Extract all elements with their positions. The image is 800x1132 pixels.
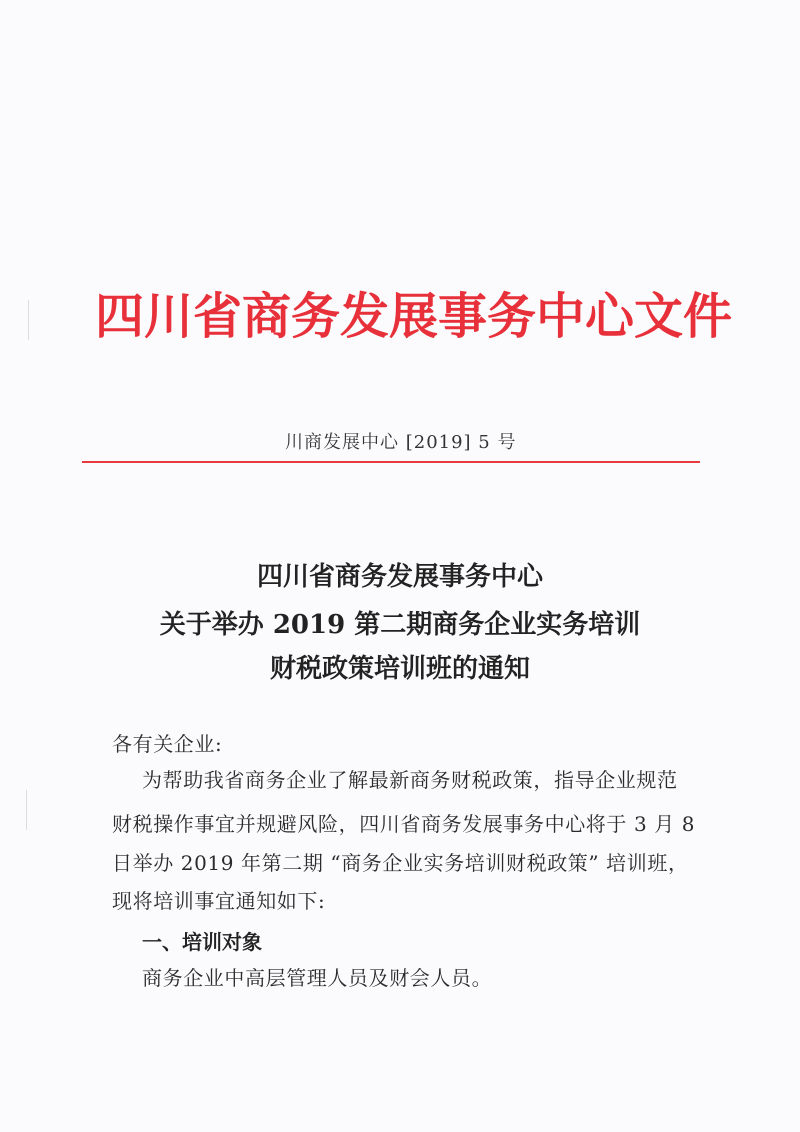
section-heading: 一、培训对象 xyxy=(142,930,262,954)
red-divider xyxy=(82,461,700,463)
document-number: 川商发展中心 [2019] 5 号 xyxy=(285,432,517,453)
title-line-2: 关于举办 2019 第二期商务企业实务培训 xyxy=(159,610,641,640)
document-header: 四川省商务发展事务中心文件 xyxy=(95,287,733,345)
salutation: 各有关企业: xyxy=(112,732,223,756)
title-line-3: 财税政策培训班的通知 xyxy=(269,654,530,684)
body-line: 为帮助我省商务企业了解最新商务财税政策，指导企业规范 xyxy=(142,768,678,792)
binding-mark xyxy=(28,300,29,340)
body-line: 现将培训事宜通知如下: xyxy=(112,889,326,913)
section-text: 商务企业中高层管理人员及财会人员。 xyxy=(142,966,493,990)
binding-mark xyxy=(26,790,27,830)
title-line-1: 四川省商务发展事务中心 xyxy=(256,562,543,592)
body-line: 日举办 2019 年第二期 “商务企业实务培训财税政策” 培训班， xyxy=(112,851,689,875)
body-line: 财税操作事宜并规避风险，四川省商务发展事务中心将于 3 月 8 xyxy=(112,812,696,836)
